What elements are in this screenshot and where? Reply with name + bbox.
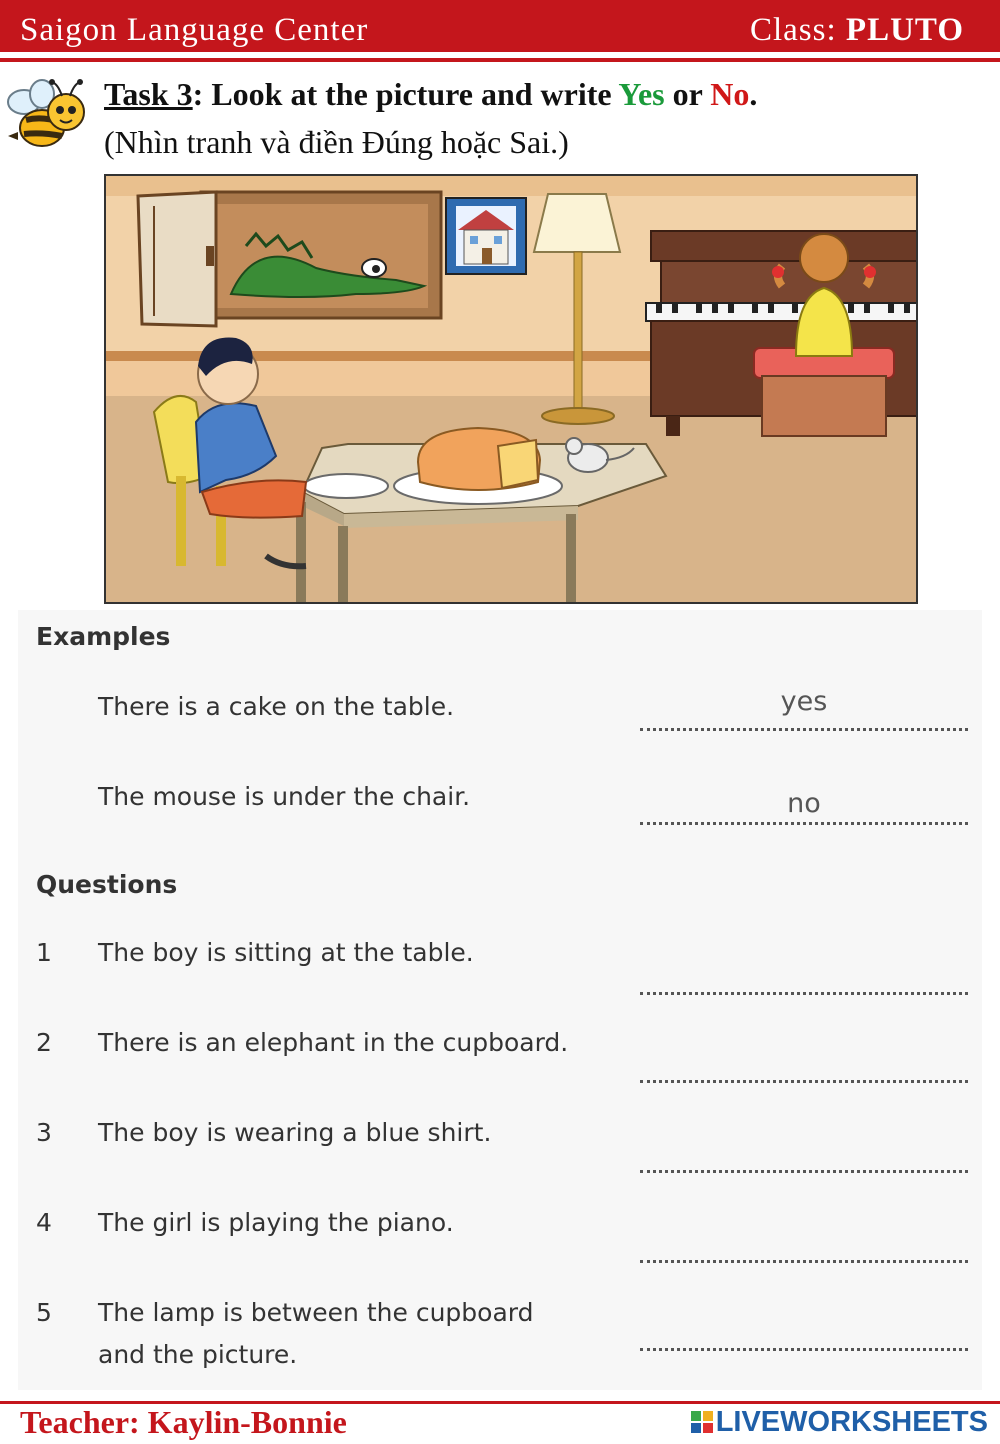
no-word: No: [710, 76, 750, 112]
example-1-answer-line: [640, 728, 968, 731]
example-2-text: The mouse is under the chair.: [98, 782, 471, 811]
question-4-number: 4: [36, 1208, 52, 1237]
task-title: Task 3: Look at the picture and write Yes or No.: [104, 76, 758, 112]
question-4-answer-field[interactable]: [640, 1260, 968, 1263]
question-2-number: 2: [36, 1028, 52, 1057]
task-subtitle: (Nhìn tranh và điền Đúng hoặc Sai.): [104, 124, 569, 160]
question-4-text: The girl is playing the piano.: [98, 1208, 454, 1237]
question-5-number: 5: [36, 1298, 52, 1327]
class-label: Class: PLUTO: [749, 12, 964, 48]
example-1-text: There is a cake on the table.: [98, 692, 455, 721]
question-5-answer-field[interactable]: [640, 1348, 968, 1351]
question-3-text: The boy is wearing a blue shirt.: [98, 1118, 492, 1147]
yes-word: Yes: [618, 76, 665, 112]
question-5-text: The lamp is between the cupboard: [98, 1298, 534, 1327]
question-2-answer-field[interactable]: [640, 1080, 968, 1083]
living-room-illustration: [106, 176, 916, 602]
question-3-number: 3: [36, 1118, 52, 1147]
scene-picture: [104, 174, 918, 604]
header-divider: [0, 58, 1000, 62]
question-1-number: 1: [36, 938, 52, 967]
task-label: Task 3: [104, 76, 193, 112]
examples-heading: Examples: [36, 622, 171, 651]
liveworksheets-brand: LIVEWORKSHEETS: [715, 1406, 988, 1438]
class-name: PLUTO: [845, 12, 964, 48]
question-1-answer-field[interactable]: [640, 992, 968, 995]
example-2-answer-line: [640, 822, 968, 825]
liveworksheets-grid-icon: [690, 1410, 714, 1434]
teacher-name: Teacher: Kaylin-Bonnie: [20, 1404, 347, 1440]
example-1-answer: yes: [780, 686, 828, 717]
header-bar: [0, 0, 1000, 52]
question-2-text: There is an elephant in the cupboard.: [98, 1028, 569, 1057]
example-2-answer: no: [787, 788, 821, 819]
center-name: Saigon Language Center: [20, 12, 369, 48]
question-1-text: The boy is sitting at the table.: [98, 938, 474, 967]
bee-icon: [2, 72, 90, 160]
house-picture: [446, 198, 526, 274]
question-5-text-line2: and the picture.: [98, 1340, 298, 1369]
question-3-answer-field[interactable]: [640, 1170, 968, 1173]
worksheet: [18, 610, 982, 1390]
questions-heading: Questions: [36, 870, 178, 899]
liveworksheets-logo: [690, 1406, 988, 1439]
cake: [418, 428, 540, 490]
plate: [304, 474, 388, 498]
